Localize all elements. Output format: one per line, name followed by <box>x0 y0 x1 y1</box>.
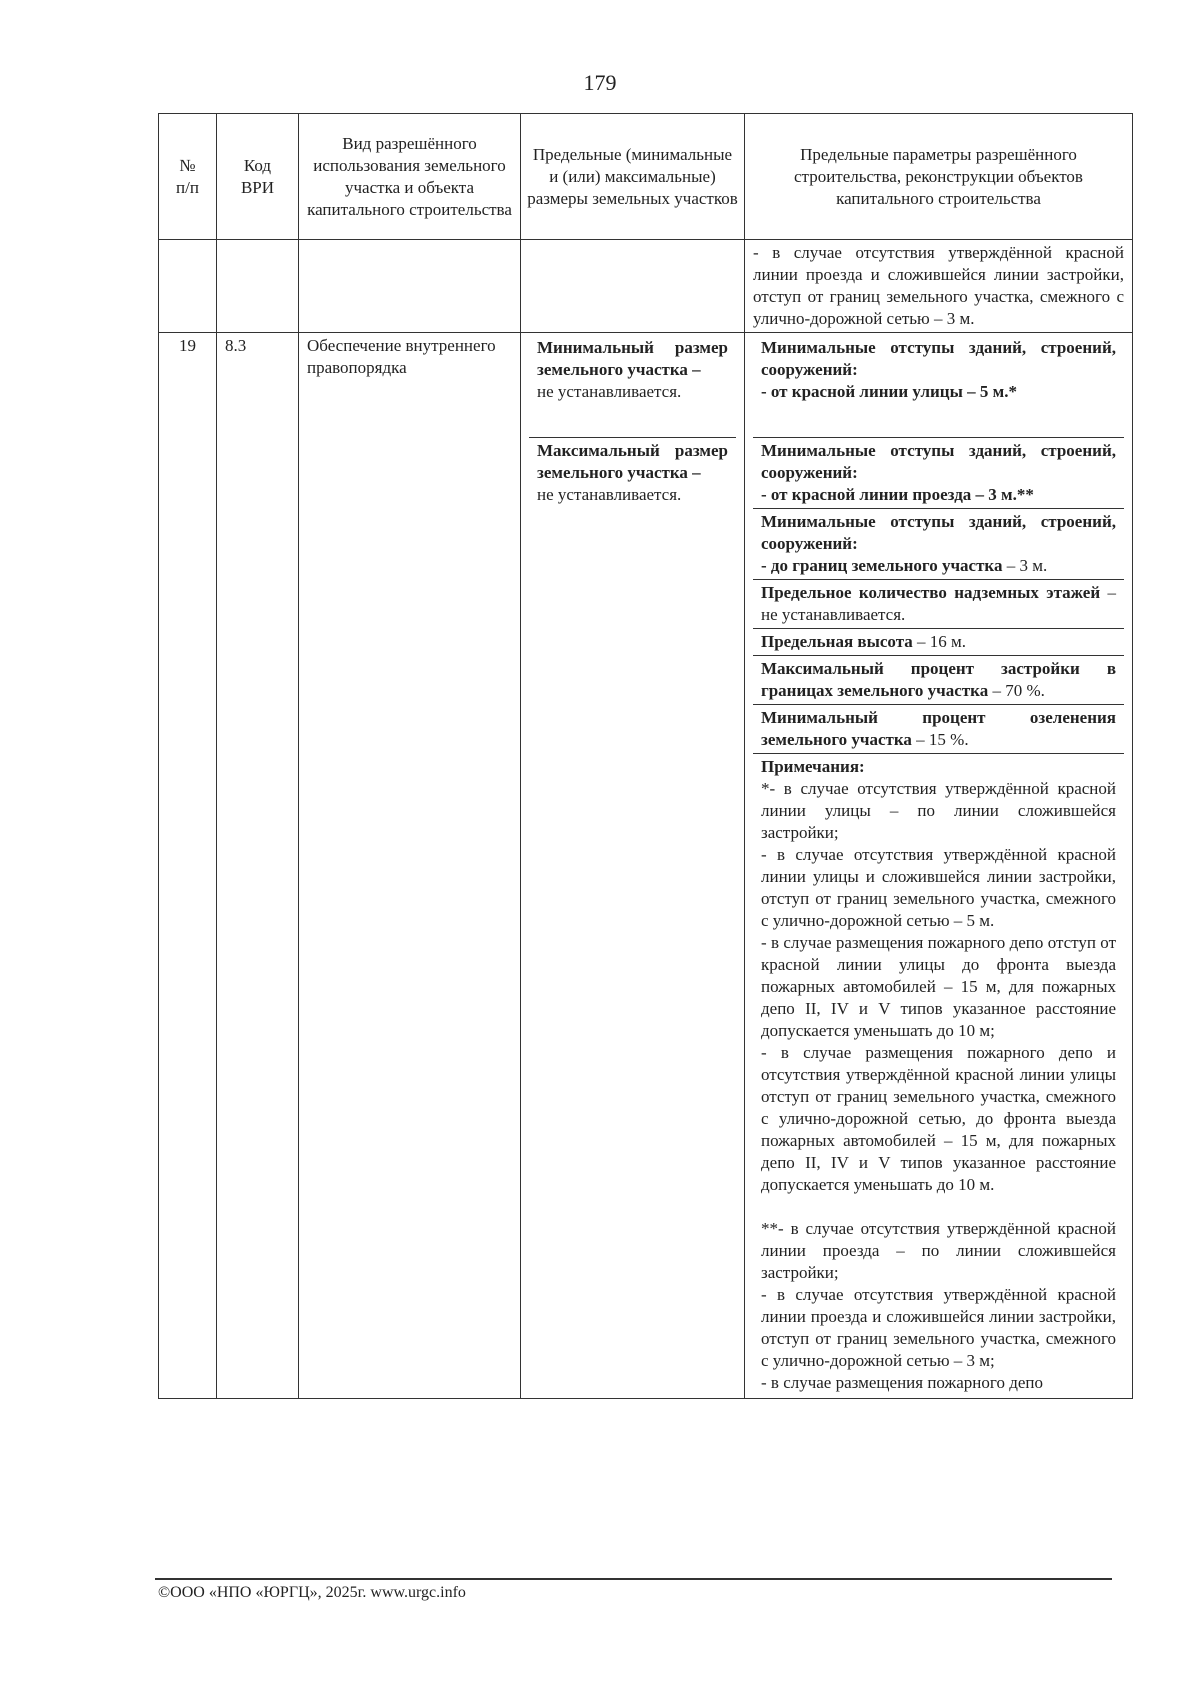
page-number: 179 <box>583 70 617 95</box>
param-2-value: - от красной линии проезда – 3 м.** <box>761 485 1034 504</box>
notes <box>753 754 1124 1396</box>
footer-divider <box>155 1578 1112 1580</box>
param-7-label: Минимальный процент озеленения земельного участка <box>761 708 1116 749</box>
param-7 <box>753 705 1124 754</box>
header-num: № п/п <box>159 114 217 240</box>
param-1-value: - от красной линии улицы – 5 м.* <box>761 382 1017 401</box>
param-2-label: Минимальные отступы зданий, строений, сооружений: <box>761 441 1116 482</box>
notes-spacer <box>761 1196 1116 1218</box>
param-1-label: Минимальные отступы зданий, строений, сооружений: <box>761 338 1116 379</box>
param-2 <box>753 438 1124 509</box>
param-5-label: Предельная высота <box>761 632 913 651</box>
param-1 <box>753 335 1124 438</box>
param-3-tail: – 3 м. <box>1002 556 1048 575</box>
header-params: Предельные параметры разрешённого строительства, реконструкции объектов капитального строительства <box>745 114 1133 240</box>
continuation-text: - в случае отсутствия утверждённой красной линии проезда и сложившейся линии застройки, отступ от границ земельного участка, смежного с улично-дорожной сетью – 3 м. <box>745 240 1133 333</box>
header-code: Код ВРИ <box>217 114 299 240</box>
note-item: **- в случае отсутствия утверждённой красной линии проезда – по линии сложившейся застройки; <box>761 1219 1116 1282</box>
param-6 <box>753 656 1124 705</box>
param-3 <box>753 509 1124 580</box>
row-num: 19 <box>159 333 217 1399</box>
param-5 <box>753 629 1124 656</box>
table-header-row <box>159 114 1133 240</box>
note-item: - в случае размещения пожарного депо и отсутствия утверждённой красной линии улицы отступ от границ земельного участка, смежного с улично-дорожной сетью, до фронта выезда пожарных автомобилей – 15 м, для пожарных депо II, IV и V типов указанное расстояние допускается уменьшать до 10 м. <box>761 1043 1116 1194</box>
min-size-value: не устанавливается. <box>537 382 682 401</box>
param-4-value: – не устанавливается. <box>761 583 1117 624</box>
header-sizes: Предельные (минимальные и (или) максимальные) размеры земельных участков <box>521 114 745 240</box>
table-row-continuation <box>159 240 1133 333</box>
note-item: - в случае отсутствия утверждённой красной линии улицы и сложившейся линии застройки, отступ от границ земельного участка, смежного с улично-дорожной сетью – 5 м. <box>761 845 1116 930</box>
param-3-value: - до границ земельного участка <box>761 556 1003 575</box>
row-code: 8.3 <box>217 333 299 1399</box>
param-7-value: – 15 %. <box>911 730 969 749</box>
param-6-value: – 70 %. <box>988 681 1045 700</box>
note-item: - в случае размещения пожарного депо отступ от красной линии улицы до фронта выезда пожарных автомобилей – 15 м, для пожарных депо II, IV и V типов указанное расстояние допускается уменьшать до 10 м; <box>761 933 1116 1040</box>
max-size-value: не устанавливается. <box>537 485 682 504</box>
param-4-label: Предельное количество надземных этажей <box>761 583 1101 602</box>
min-size <box>529 335 736 438</box>
param-6-label: Максимальный процент застройки в границах земельного участка <box>761 659 1116 700</box>
max-size-label: Максимальный размер земельного участка – <box>537 441 728 482</box>
row-name: Обеспечение внутреннего правопорядка <box>299 333 521 1399</box>
max-size <box>529 438 736 508</box>
footer-copyright: ©ООО «НПО «ЮРГЦ», 2025г. www.urgc.info <box>158 1584 466 1601</box>
note-item: - в случае размещения пожарного депо <box>761 1373 1043 1392</box>
params-cell <box>745 333 1133 1399</box>
min-size-label: Минимальный размер земельного участка – <box>537 338 728 379</box>
note-item: - в случае отсутствия утверждённой красной линии проезда и сложившейся линии застройки, отступ от границ земельного участка, смежного с улично-дорожной сетью – 3 м; <box>761 1285 1116 1370</box>
table-row-19 <box>159 333 1133 1399</box>
regulations-table <box>158 113 1133 1399</box>
param-5-value: – 16 м. <box>912 632 967 651</box>
notes-title: Примечания: <box>761 757 865 776</box>
size-cell <box>521 333 745 1399</box>
param-4 <box>753 580 1124 629</box>
header-type: Вид разрешённого использования земельного участка и объекта капитального строительства <box>299 114 521 240</box>
param-3-label: Минимальные отступы зданий, строений, сооружений: <box>761 512 1116 553</box>
note-item: *- в случае отсутствия утверждённой красной линии улицы – по линии сложившейся застройки; <box>761 779 1116 842</box>
